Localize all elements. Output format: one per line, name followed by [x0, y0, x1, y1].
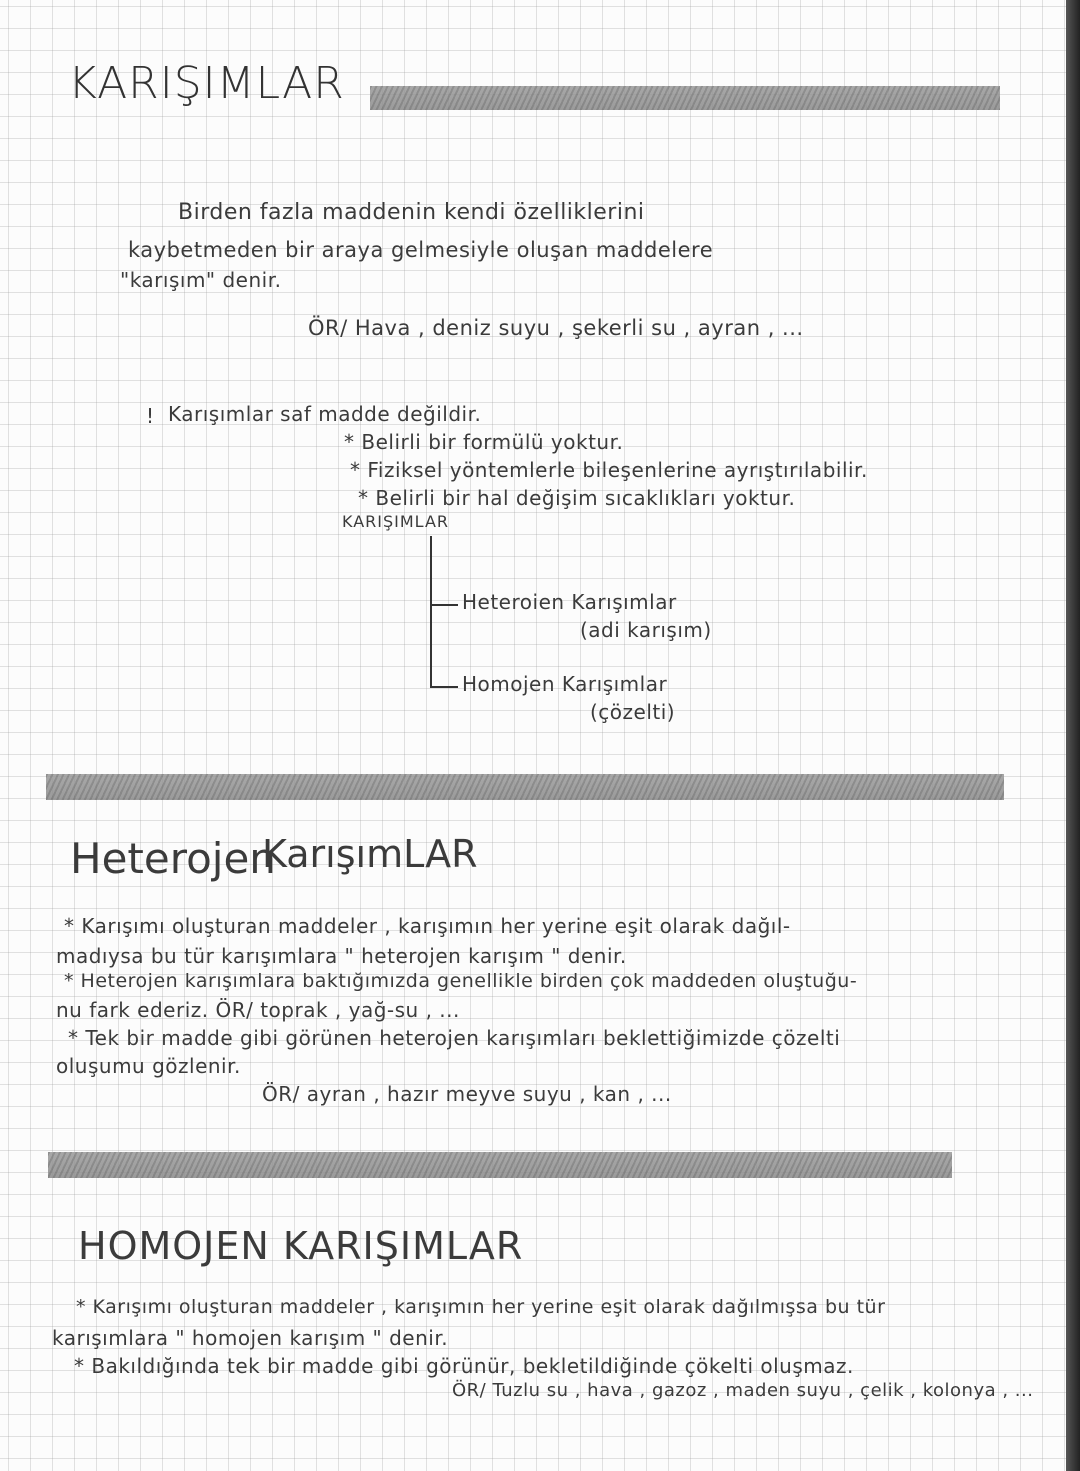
section2-title-part2: KarışımLAR: [262, 832, 478, 876]
bullet-2: * Fiziksel yöntemlerle bileşenlerine ayrıştırılabilir.: [350, 458, 868, 482]
section3-example: ÖR/ Tuzlu su , hava , gazoz , maden suyu , çelik , kolonya , ...: [452, 1380, 1034, 1401]
section2-example: ÖR/ ayran , hazır meyve suyu , kan , ...: [262, 1082, 672, 1106]
section3-line-2: karışımlara " homojen karışım " denir.: [52, 1326, 449, 1350]
tree-branch-2: [430, 686, 458, 688]
tree-branch-2-sub: (çözelti): [590, 700, 676, 724]
bullet-3: * Belirli bir hal değişim sıcaklıkları yoktur.: [358, 486, 796, 510]
page-title: KARIŞIMLAR: [68, 58, 345, 109]
section2-line-3: * Heterojen karışımlara baktığımızda genellikle birden çok maddeden oluştuğu-: [64, 970, 858, 992]
definition-line-2: kaybetmeden bir araya gelmesiyle oluşan maddelere: [128, 238, 714, 262]
definition-line-3: "karışım" denir.: [120, 268, 282, 292]
note-intro: Karışımlar saf madde değildir.: [168, 402, 482, 426]
tree-branch-1-label: Heteroien Karışımlar: [462, 590, 677, 614]
tree-branch-1-sub: (adi karışım): [580, 618, 712, 642]
section2-line-6: oluşumu gözlenir.: [56, 1054, 241, 1078]
tree-trunk: [430, 536, 432, 688]
section3-line-1: * Karışımı oluşturan maddeler , karışımın her yerine eşit olarak dağılmışsa bu tür: [76, 1296, 886, 1318]
bullet-1: * Belirli bir formülü yoktur.: [344, 430, 624, 454]
tree-root: KARIŞIMLAR: [342, 512, 450, 531]
section2-title-part1: Heterojen: [70, 834, 276, 883]
section2-line-4: nu fark ederiz. ÖR/ toprak , yağ-su , ...: [56, 998, 460, 1022]
page-edge-shadow: [1066, 0, 1080, 1471]
title-band: [370, 86, 1000, 110]
section2-line-1: * Karışımı oluşturan maddeler , karışımın her yerine eşit olarak dağıl-: [64, 914, 791, 938]
section2-line-2: madıysa bu tür karışımlara " heterojen karışım " denir.: [56, 944, 627, 968]
tree-branch-2-label: Homojen Karışımlar: [462, 672, 668, 696]
section3-title: HOMOJEN KARIŞIMLAR: [78, 1224, 524, 1268]
tree-branch-1: [430, 604, 458, 606]
note-mark: !: [146, 404, 155, 428]
section3-line-3: * Bakıldığında tek bir madde gibi görünür, bekletildiğinde çökelti oluşmaz.: [74, 1354, 854, 1378]
definition-line-1: Birden fazla maddenin kendi özelliklerini: [178, 200, 645, 225]
example-line: ÖR/ Hava , deniz suyu , şekerli su , ayran , ...: [308, 316, 804, 340]
section-divider-1: [46, 774, 1004, 800]
section2-line-5: * Tek bir madde gibi görünen heterojen karışımları beklettiğimizde çözelti: [68, 1026, 841, 1050]
section-divider-2: [48, 1152, 952, 1178]
